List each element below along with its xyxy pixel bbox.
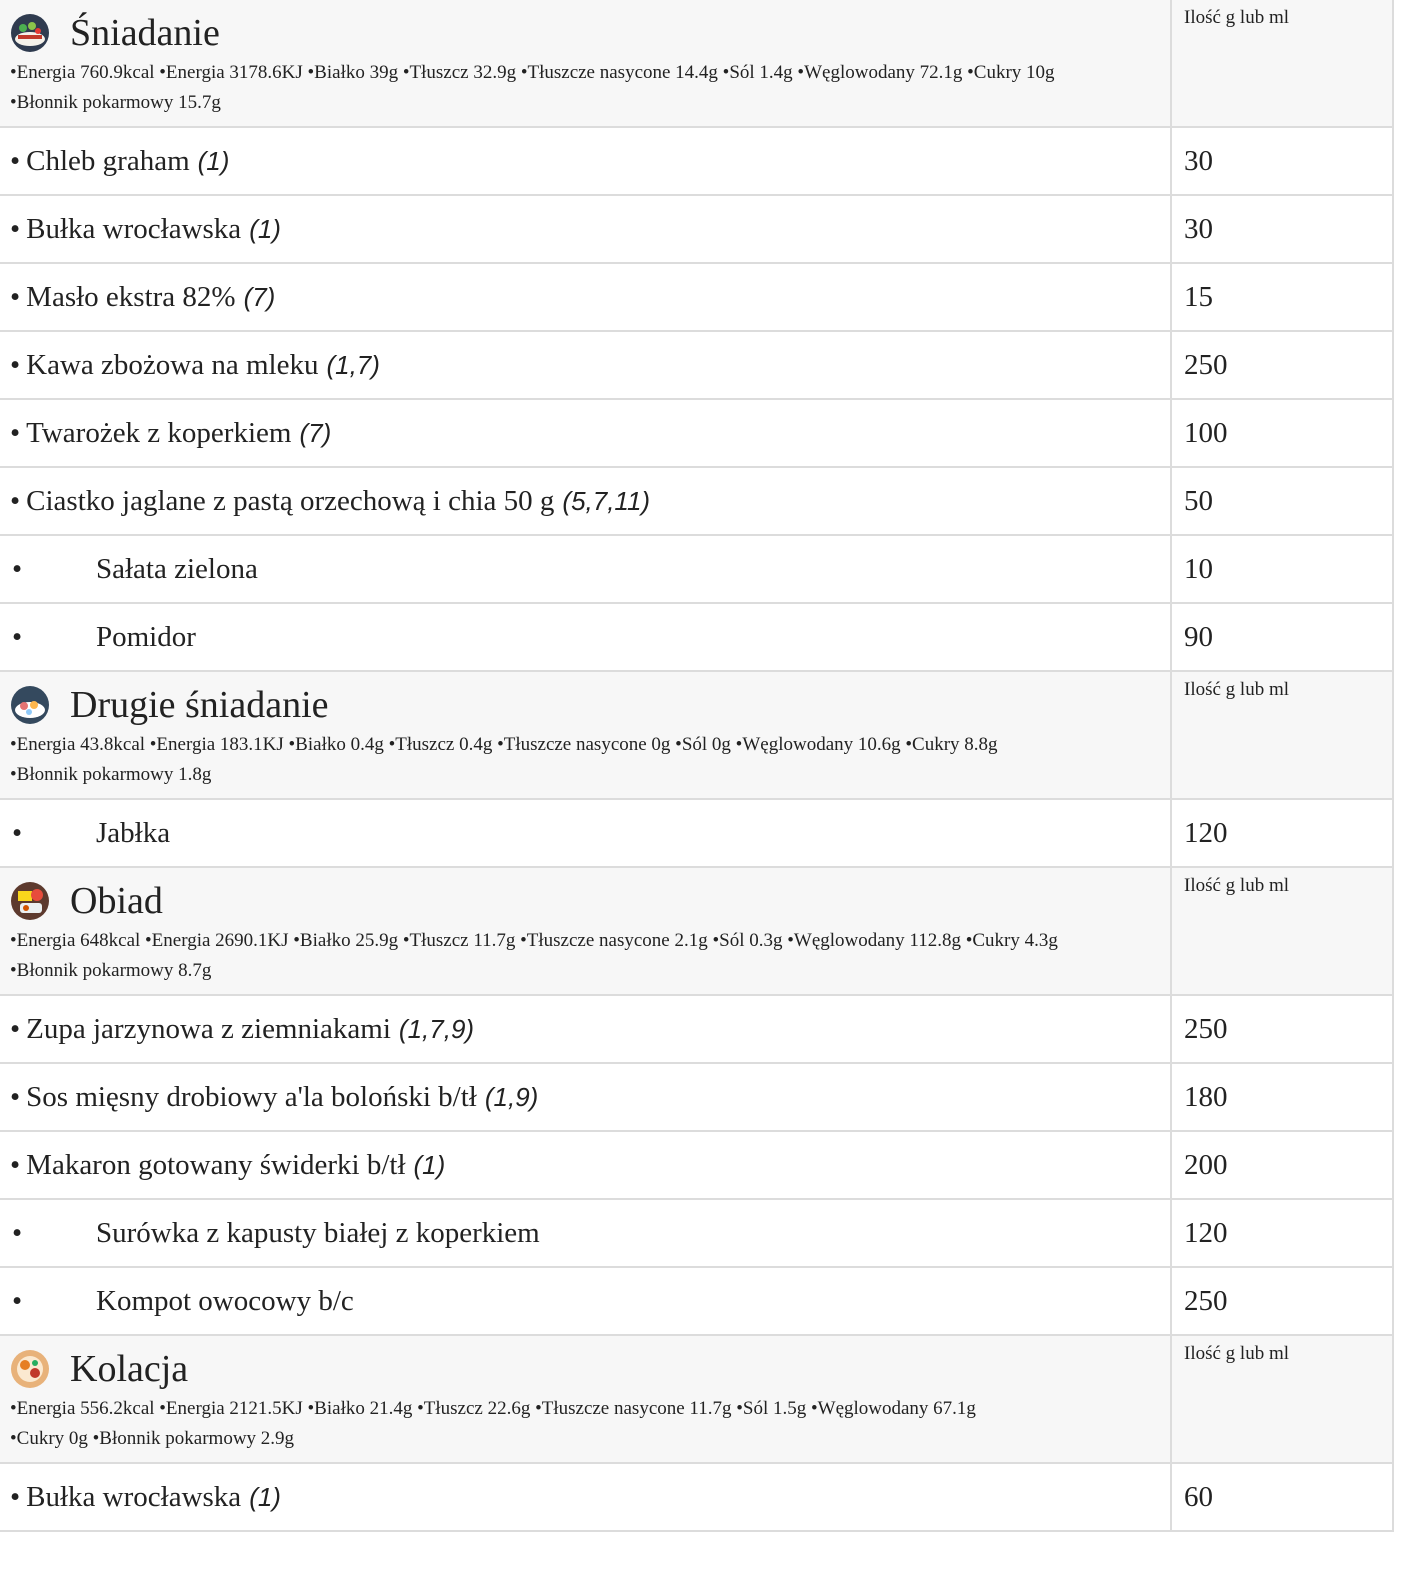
food-item-amount: 15 xyxy=(1172,264,1394,330)
meal-header xyxy=(0,0,1394,128)
meal-title-row xyxy=(10,680,1170,730)
meal-info xyxy=(0,1336,1172,1462)
bullet-icon: • xyxy=(10,484,21,517)
food-item-name: Bułka wrocławska xyxy=(26,1480,242,1513)
food-item-amount: 180 xyxy=(1172,1064,1394,1130)
meal-title-row xyxy=(10,1344,1170,1394)
food-item-row xyxy=(0,468,1394,536)
bullet-icon: • xyxy=(10,348,21,381)
allergen-codes: (1) xyxy=(249,213,281,244)
food-item-name: Twarożek z koperkiem xyxy=(26,416,292,449)
food-item-row xyxy=(0,400,1394,468)
nutrition-summary-line: •Energia 556.2kcal •Energia 2121.5KJ •Białko 21.4g •Tłuszcz 22.6g •Tłuszcze nasycone 11.7g •Sól 1.5g •Węglowodany 67.1g xyxy=(10,1398,976,1419)
bullet-icon: • xyxy=(12,552,23,585)
food-item-name: Ciastko jaglane z pastą orzechową i chia 50 g xyxy=(26,484,555,517)
amount-column-header: Ilość g lub ml xyxy=(1172,1336,1394,1462)
food-item-cell xyxy=(0,400,1172,466)
food-item-row xyxy=(0,1268,1394,1336)
meal-title: Kolacja xyxy=(70,1348,189,1390)
food-item-amount: 50 xyxy=(1172,468,1394,534)
bullet-icon: • xyxy=(10,1012,21,1045)
food-item-cell xyxy=(0,1064,1172,1130)
food-item-amount: 120 xyxy=(1172,1200,1394,1266)
food-item-name: Masło ekstra 82% xyxy=(26,280,236,313)
food-item-amount: 250 xyxy=(1172,1268,1394,1334)
food-item-row xyxy=(0,1132,1394,1200)
meal-title: Drugie śniadanie xyxy=(70,684,329,726)
food-item-name: Jabłka xyxy=(96,816,171,849)
food-item-name: Zupa jarzynowa z ziemniakami xyxy=(26,1012,391,1045)
food-item-cell xyxy=(0,536,1172,602)
food-item-cell xyxy=(0,468,1172,534)
food-item-row xyxy=(0,1200,1394,1268)
food-item-cell xyxy=(0,264,1172,330)
food-item-cell xyxy=(0,1464,1172,1530)
food-item-name: Pomidor xyxy=(96,620,196,653)
meal-title-row xyxy=(10,876,1170,926)
bullet-icon: • xyxy=(10,144,21,177)
allergen-codes: (1) xyxy=(197,145,230,176)
food-item-amount: 250 xyxy=(1172,996,1394,1062)
food-item-name: Kawa zbożowa na mleku xyxy=(26,348,319,381)
meal-header xyxy=(0,868,1394,996)
allergen-codes: (5,7,11) xyxy=(562,485,651,516)
food-item-row xyxy=(0,196,1394,264)
nutrition-summary-line: •Błonnik pokarmowy 15.7g xyxy=(10,92,221,113)
food-item-name: Chleb graham xyxy=(26,144,190,177)
nutrition-summary-line: •Energia 648kcal •Energia 2690.1KJ •Białko 25.9g •Tłuszcz 11.7g •Tłuszcze nasycone 2.1g •Sól 0.3g •Węglowodany 112.8g •Cukry 4.3g xyxy=(10,930,1058,951)
food-item-name: Makaron gotowany świderki b/tł xyxy=(26,1148,406,1181)
allergen-codes: (1) xyxy=(249,1481,281,1512)
food-item-row xyxy=(0,128,1394,196)
food-item-amount: 100 xyxy=(1172,400,1394,466)
food-item-name: Sos mięsny drobiowy a'la boloński b/tł xyxy=(26,1080,477,1113)
food-item-cell xyxy=(0,604,1172,670)
food-item-cell xyxy=(0,800,1172,866)
food-item-amount: 60 xyxy=(1172,1464,1394,1530)
food-item-name: Bułka wrocławska xyxy=(26,212,242,245)
dinner-icon xyxy=(10,1349,50,1389)
food-item-amount: 10 xyxy=(1172,536,1394,602)
food-item-cell xyxy=(0,128,1172,194)
amount-column-header: Ilość g lub ml xyxy=(1172,0,1394,126)
food-item-cell xyxy=(0,1132,1172,1198)
bullet-icon: • xyxy=(10,416,21,449)
amount-column-header: Ilość g lub ml xyxy=(1172,868,1394,994)
breakfast-icon xyxy=(10,13,50,53)
food-item-amount: 200 xyxy=(1172,1132,1394,1198)
food-item-amount: 30 xyxy=(1172,128,1394,194)
food-item-row xyxy=(0,1064,1394,1132)
second-breakfast-icon xyxy=(10,685,50,725)
food-item-amount: 120 xyxy=(1172,800,1394,866)
food-item-cell xyxy=(0,1200,1172,1266)
allergen-codes: (1,9) xyxy=(484,1081,539,1112)
nutrition-summary-line: •Energia 43.8kcal •Energia 183.1KJ •Białko 0.4g •Tłuszcz 0.4g •Tłuszcze nasycone 0g •Sól 0g •Węglowodany 10.6g •Cukry 8.8g xyxy=(10,734,998,755)
meal-info xyxy=(0,868,1172,994)
bullet-icon: • xyxy=(10,280,21,313)
allergen-codes: (1,7) xyxy=(326,349,380,380)
food-item-cell xyxy=(0,996,1172,1062)
food-item-row xyxy=(0,996,1394,1064)
food-item-row xyxy=(0,332,1394,400)
amount-column-header: Ilość g lub ml xyxy=(1172,672,1394,798)
food-item-row xyxy=(0,264,1394,332)
bullet-icon: • xyxy=(10,1148,21,1181)
food-item-name: Surówka z kapusty białej z koperkiem xyxy=(96,1216,540,1249)
food-item-amount: 90 xyxy=(1172,604,1394,670)
allergen-codes: (1) xyxy=(413,1149,446,1180)
bullet-icon: • xyxy=(10,1080,21,1113)
food-item-cell xyxy=(0,332,1172,398)
meal-title: Obiad xyxy=(70,880,163,922)
allergen-codes: (7) xyxy=(299,417,332,448)
nutrition-summary-line: •Błonnik pokarmowy 1.8g xyxy=(10,764,212,785)
allergen-codes: (7) xyxy=(243,281,276,312)
meal-info xyxy=(0,0,1172,126)
food-item-row xyxy=(0,800,1394,868)
food-item-amount: 250 xyxy=(1172,332,1394,398)
nutrition-summary-line: •Błonnik pokarmowy 8.7g xyxy=(10,960,212,981)
nutrition-summary-line: •Energia 760.9kcal •Energia 3178.6KJ •Białko 39g •Tłuszcz 32.9g •Tłuszcze nasycone 14.4g •Sól 1.4g •Węglowodany 72.1g •Cukry 10g xyxy=(10,62,1055,83)
allergen-codes: (1,7,9) xyxy=(398,1013,475,1044)
meal-title-row xyxy=(10,8,1170,58)
food-item-name: Kompot owocowy b/c xyxy=(96,1284,354,1317)
meal-info xyxy=(0,672,1172,798)
food-item-cell xyxy=(0,196,1172,262)
lunch-icon xyxy=(10,881,50,921)
bullet-icon: • xyxy=(12,620,23,653)
nutrition-summary-line: •Cukry 0g •Błonnik pokarmowy 2.9g xyxy=(10,1428,295,1449)
food-item-amount: 30 xyxy=(1172,196,1394,262)
bullet-icon: • xyxy=(10,1480,21,1513)
food-item-cell xyxy=(0,1268,1172,1334)
bullet-icon: • xyxy=(10,212,21,245)
meal-header xyxy=(0,1336,1394,1464)
food-item-name: Sałata zielona xyxy=(96,552,258,585)
food-item-row xyxy=(0,604,1394,672)
bullet-icon: • xyxy=(12,1284,23,1317)
bullet-icon: • xyxy=(12,1216,23,1249)
food-item-row xyxy=(0,536,1394,604)
food-item-row xyxy=(0,1464,1394,1532)
bullet-icon: • xyxy=(12,816,23,849)
meal-header xyxy=(0,672,1394,800)
meal-title: Śniadanie xyxy=(70,12,220,54)
